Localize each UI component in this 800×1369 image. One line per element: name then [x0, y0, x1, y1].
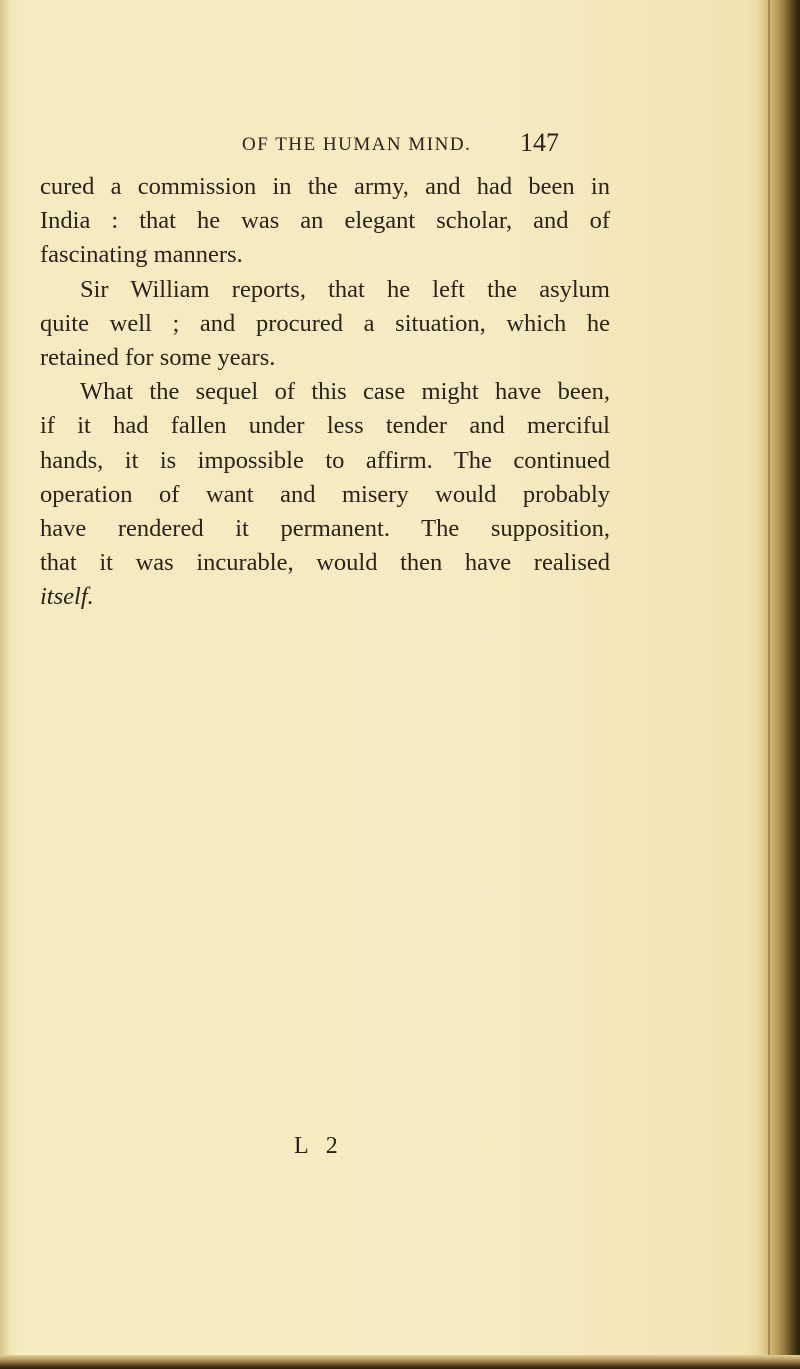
running-head-title: OF THE HUMAN MIND.	[242, 134, 472, 155]
text-line: have rendered it permanent. The supposition,	[40, 514, 610, 542]
binding-shadow-line	[768, 0, 770, 1369]
text-line: fascinating manners.	[40, 241, 243, 269]
text-line: that it was incurable, would then have realised	[40, 549, 610, 577]
text-line-italic: itself.	[40, 583, 94, 611]
text-line: India : that he was an elegant scholar, and of	[40, 207, 610, 235]
text-line: operation of want and misery would probably	[40, 480, 610, 508]
text-line: Sir William reports, that he left the asylum	[80, 275, 610, 303]
page-number: 147	[520, 128, 559, 157]
text-line: What the sequel of this case might have been,	[80, 378, 610, 406]
text-line: quite well ; and procured a situation, which he	[40, 309, 610, 337]
book-binding-edge	[758, 0, 800, 1369]
text-line: if it had fallen under less tender and merciful	[40, 412, 610, 440]
page-bottom-edge	[0, 1355, 800, 1369]
text-line: hands, it is impossible to affirm. The continued	[40, 446, 610, 474]
running-head	[40, 128, 760, 162]
page-left-edge	[0, 0, 10, 1369]
body-text	[40, 170, 610, 614]
signature-mark: L 2	[294, 1133, 344, 1159]
text-line: cured a commission in the army, and had been in	[40, 173, 610, 200]
text-line: retained for some years.	[40, 343, 276, 371]
